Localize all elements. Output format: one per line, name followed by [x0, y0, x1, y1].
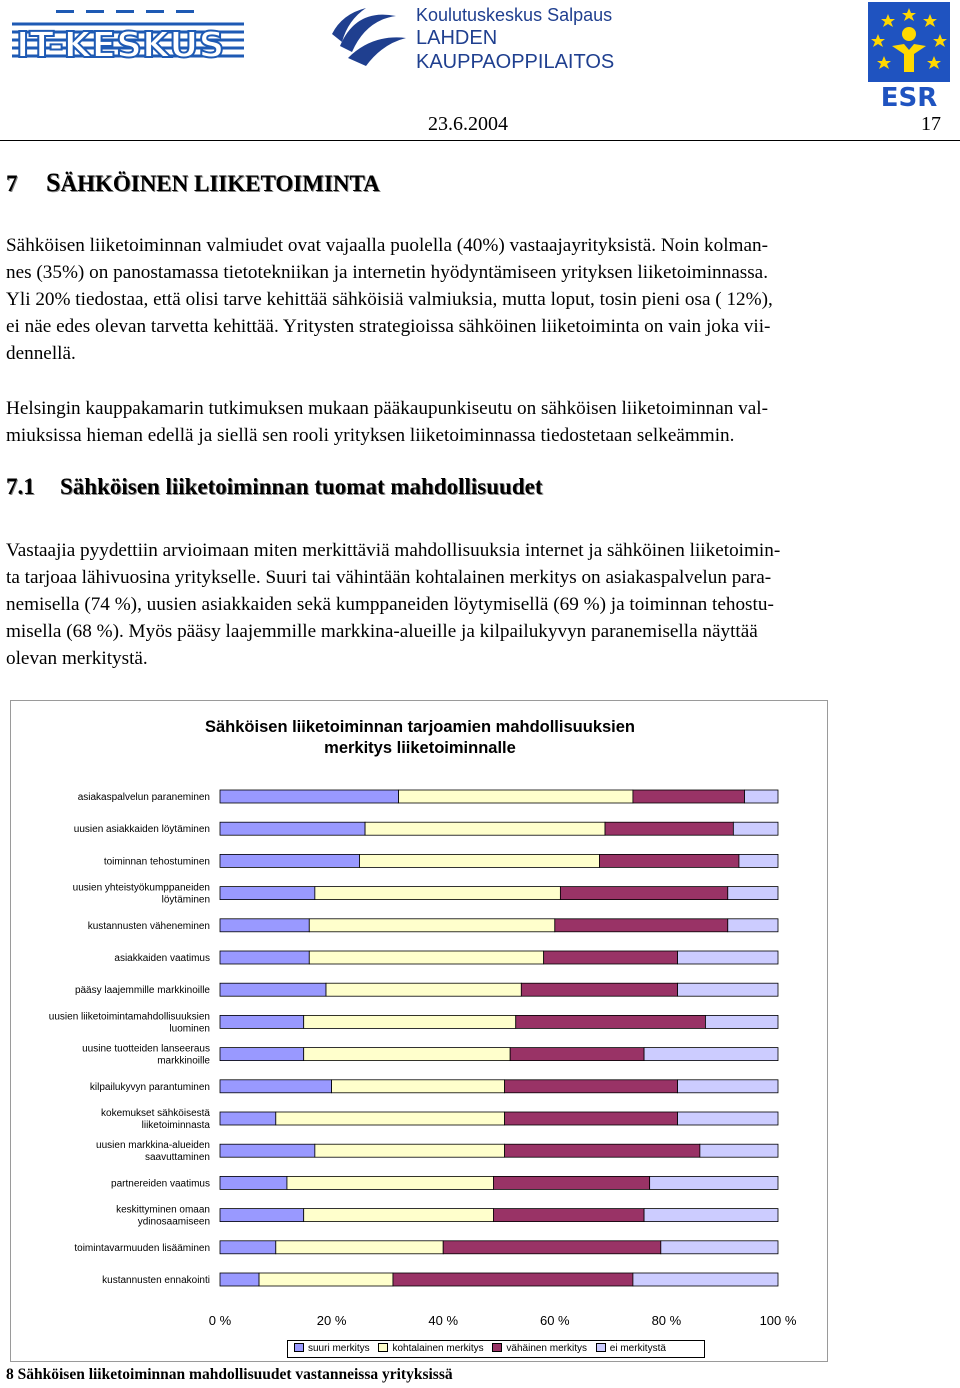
paragraph-line: Yli 20% tiedostaa, että olisi tarve kehittää sähköisiä valmiuksia, mutta loput, tosin pieni osa ( 12%),: [6, 289, 773, 310]
bar-segment: [220, 1209, 304, 1222]
bar-segment: [678, 1080, 778, 1093]
category-label: liiketoiminnasta: [141, 1120, 210, 1131]
bar-segment: [505, 1080, 678, 1093]
paragraph-line: ta tarjoaa lähivuosina yritykselle. Suuri tai vähintään kohtalainen merkitys on asiakaspalvelun para-: [6, 567, 772, 588]
category-label: uusien asiakkaiden löytäminen: [73, 824, 210, 836]
figure-caption: 8 Sähköisen liiketoiminnan mahdollisuudet vastanneissa yrityksissä: [6, 1366, 453, 1383]
legend-item: [294, 1341, 370, 1357]
bar-segment: [309, 919, 555, 932]
bar-segment: [220, 1144, 315, 1157]
bar-segment: [443, 1241, 661, 1254]
school-name-line1: Koulutuskeskus Salpaus: [416, 5, 613, 25]
page-number: 17: [921, 113, 941, 135]
bar-segment: [220, 919, 309, 932]
bar-segment: [599, 854, 739, 867]
subsection-title: Sähköisen liiketoiminnan tuomat mahdollisuudet: [60, 474, 543, 499]
bar-segment: [739, 854, 778, 867]
bar-segment: [304, 1209, 494, 1222]
legend-item: [492, 1341, 587, 1357]
bar-segment: [555, 919, 728, 932]
subsection-heading: [6, 474, 542, 500]
category-label: ydinosaamiseen: [137, 1216, 210, 1228]
bar-segment: [399, 790, 633, 803]
bar-segment: [505, 1144, 700, 1157]
x-tick-label: 20 %: [316, 1313, 347, 1328]
bar-segment: [678, 1112, 778, 1125]
header-date: 23.6.2004: [428, 113, 508, 135]
bar-segment: [493, 1176, 649, 1189]
category-label: luominen: [169, 1023, 210, 1035]
section-number: 7: [6, 171, 18, 196]
paragraph-3: [6, 537, 954, 672]
category-label: kilpailukyvyn parantuminen: [89, 1081, 210, 1093]
esr-logo-text: ESR: [880, 83, 938, 110]
school-name-line3: KAUPPAOPPILAITOS: [416, 51, 615, 73]
legend-label: ei merkitystä: [609, 1343, 666, 1354]
section-heading: [6, 168, 380, 198]
bar-segment: [728, 919, 778, 932]
bar-segment: [644, 1048, 778, 1061]
category-label: uusine tuotteiden lanseeraus: [82, 1043, 210, 1055]
legend-item: [596, 1341, 666, 1357]
category-label: toimintavarmuuden lisääminen: [74, 1242, 210, 1254]
bar-segment: [728, 887, 778, 900]
bar-segment: [644, 1209, 778, 1222]
bar-segment: [315, 1144, 505, 1157]
bar-segment: [661, 1241, 778, 1254]
category-label: toiminnan tehostuminen: [103, 856, 210, 868]
legend-swatch: [378, 1343, 388, 1352]
legend-swatch: [294, 1343, 304, 1352]
legend-label: suuri merkitys: [308, 1343, 370, 1354]
bar-segment: [510, 1048, 644, 1061]
bar-segment: [365, 822, 605, 835]
category-label: kokemukset sähköisestä: [101, 1108, 210, 1119]
bar-segment: [326, 983, 521, 996]
bar-segment: [332, 1080, 505, 1093]
category-label: löytäminen: [161, 894, 210, 906]
chart-title-line: merkitys liiketoiminnalle: [324, 739, 516, 757]
chart-legend: [287, 1340, 705, 1358]
bar-segment: [220, 822, 365, 835]
paragraph-line: dennellä.: [6, 343, 76, 364]
bar-segment: [276, 1112, 505, 1125]
category-label: uusien liiketoimintamahdollisuuksien: [48, 1011, 210, 1023]
bar-segment: [220, 854, 360, 867]
stacked-bar-chart: [10, 700, 828, 1362]
x-tick-label: 80 %: [651, 1313, 682, 1328]
bar-segment: [220, 1176, 287, 1189]
category-label: uusien yhteistyökumppaneiden: [72, 882, 210, 894]
bar-segment: [276, 1241, 443, 1254]
paragraph-1: [6, 232, 954, 367]
bar-segment: [220, 1048, 304, 1061]
bar-segment: [304, 1048, 510, 1061]
school-name: [416, 4, 614, 74]
category-label: kustannusten väheneminen: [87, 920, 210, 932]
bar-segment: [505, 1112, 678, 1125]
category-label: saavuttaminen: [144, 1152, 210, 1164]
bar-segment: [287, 1176, 493, 1189]
header-rule: [0, 140, 960, 141]
svg-text:IT-KESKUS: IT-KESKUS: [16, 25, 225, 66]
legend-label: kohtalainen merkitys: [392, 1343, 484, 1354]
esr-logo: [868, 2, 950, 110]
category-label: asiakaspalvelun paraneminen: [77, 792, 210, 803]
category-label: pääsy laajemmille markkinoille: [74, 985, 210, 997]
category-label: partnereiden vaatimus: [111, 1178, 210, 1190]
category-label: uusien markkina-alueiden: [96, 1140, 210, 1152]
bar-segment: [650, 1176, 778, 1189]
bar-segment: [393, 1273, 633, 1286]
paragraph-line: nes (35%) on panostamassa tietotekniikan ja internetin hyödyntämiseen yrityksen liiketoiminnassa.: [6, 262, 769, 283]
legend-swatch: [492, 1343, 502, 1352]
bar-segment: [516, 1015, 706, 1028]
bar-segment: [733, 822, 778, 835]
paragraph-line: ei näe edes olevan tarvetta kehittää. Yritysten strategioissa sähköinen liiketoiminta on vain joka vii-: [6, 316, 771, 337]
paragraph-line: Helsingin kauppakamarin tutkimuksen mukaan pääkaupunkiseutu on sähköisen liiketoiminnan val-: [6, 398, 769, 419]
bar-segment: [700, 1144, 778, 1157]
x-tick-label: 40 %: [428, 1313, 459, 1328]
bar-segment: [705, 1015, 778, 1028]
bar-segment: [309, 951, 543, 964]
category-label: markkinoille: [157, 1055, 210, 1067]
paragraph-line: olevan merkitystä.: [6, 648, 148, 669]
x-tick-label: 100 %: [759, 1313, 797, 1328]
paragraph-line: miuksissa hieman edellä ja siellä sen rooli yrityksen liiketoiminnassa tiedostetaan selkeämmin.: [6, 425, 735, 446]
bar-segment: [220, 1273, 259, 1286]
paragraph-line: misella (68 %). Myös pääsy laajemmille markkina-alueille ja kilpailukyvyn paranemisella näyttää: [6, 621, 758, 642]
bar-segment: [220, 1080, 332, 1093]
legend-item: [378, 1341, 483, 1357]
bar-segment: [360, 854, 600, 867]
paragraph-2: [6, 395, 954, 449]
bar-segment: [259, 1273, 393, 1286]
section-title-rest: ÄHKÖINEN LIIKETOIMINTA: [60, 171, 380, 196]
legend-label: vähäinen merkitys: [506, 1343, 587, 1354]
chart-title-line: Sähköisen liiketoiminnan tarjoamien mahdollisuuksien: [204, 718, 636, 736]
it-keskus-logo: [8, 6, 248, 68]
paragraph-line: Sähköisen liiketoiminnan valmiudet ovat vajaalla puolella (40%) vastaajayrityksistä. Noin kolman-: [6, 235, 768, 256]
bar-segment: [220, 1112, 276, 1125]
category-label: keskittyminen omaan: [116, 1204, 210, 1216]
bar-segment: [605, 822, 733, 835]
category-label: asiakkaiden vaatimus: [114, 953, 210, 964]
salpaus-globe-logo: [326, 4, 410, 68]
section-title-initial: S: [46, 168, 61, 197]
bar-segment: [315, 887, 561, 900]
bar-segment: [544, 951, 678, 964]
x-tick-label: 0 %: [208, 1313, 232, 1328]
bar-segment: [745, 790, 778, 803]
subsection-number: 7.1: [6, 474, 35, 499]
school-name-line2: LAHDEN: [416, 27, 498, 49]
paragraph-line: nemisella (74 %), uusien asiakkaiden sekä kumppaneiden löytymisellä (69 %) ja toiminnan tehostu-: [6, 594, 774, 615]
bar-segment: [220, 983, 326, 996]
bar-segment: [493, 1209, 644, 1222]
bar-segment: [220, 1241, 276, 1254]
bar-segment: [220, 887, 315, 900]
bar-segment: [678, 983, 778, 996]
bar-segment: [633, 790, 745, 803]
paragraph-line: Vastaajia pyydettiin arvioimaan miten merkittäviä mahdollisuuksia internet ja sähköinen liiketoimin-: [6, 540, 781, 561]
bar-segment: [220, 1015, 304, 1028]
category-label: kustannusten ennakointi: [102, 1275, 210, 1286]
x-tick-label: 60 %: [539, 1313, 570, 1328]
bar-segment: [678, 951, 778, 964]
bar-segment: [521, 983, 677, 996]
bar-segment: [304, 1015, 516, 1028]
bar-segment: [633, 1273, 778, 1286]
bar-segment: [220, 951, 309, 964]
bar-segment: [220, 790, 399, 803]
legend-swatch: [596, 1343, 606, 1352]
bar-segment: [560, 887, 727, 900]
